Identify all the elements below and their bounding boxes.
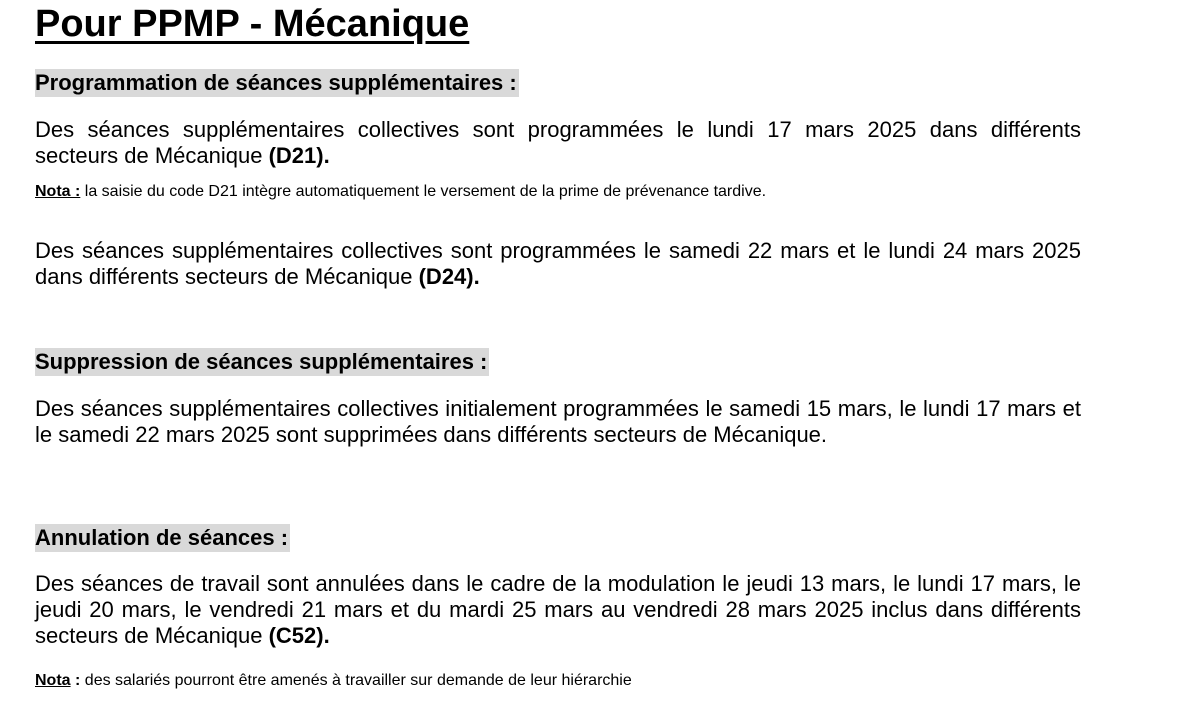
paragraph-programmation-d21 [35, 117, 1081, 169]
nota-label: Nota [35, 672, 71, 689]
nota-label: Nota : [35, 183, 81, 200]
nota-text: la saisie du code D21 intègre automatiquement le versement de la prime de prévenance tardive. [80, 183, 767, 200]
paragraph-text: Des séances de travail sont annulées dans le cadre de la modulation le jeudi 13 mars, le lundi 17 mars, le jeudi 20 mars, le vendredi 21 mars et du mardi 25 mars au vendredi 28 mars 2025 inclus dans différents secteurs de Mécanique [35, 571, 1081, 648]
code-c52: (C52). [268, 623, 330, 648]
nota-colon: : [70, 672, 81, 689]
code-d21: (D21). [268, 143, 330, 168]
document-title: Pour PPMP - Mécanique [35, 3, 470, 45]
heading-suppression: Suppression de séances supplémentaires : [35, 349, 488, 374]
code-d24: (D24). [418, 264, 480, 289]
paragraph-text: Des séances supplémentaires collectives sont programmées le lundi 17 mars 2025 dans différents secteurs de Mécanique [35, 117, 1081, 168]
paragraph-suppression: Des séances supplémentaires collectives initialement programmées le samedi 15 mars, le lundi 17 mars et le samedi 22 mars 2025 sont supprimées dans différents secteurs de Mécanique. [35, 396, 1081, 447]
nota-d21 [35, 182, 766, 202]
nota-text: des salariés pourront être amenés à travailler sur demande de leur hiérarchie [80, 672, 632, 689]
heading-annulation: Annulation de séances : [35, 525, 289, 550]
heading-programmation: Programmation de séances supplémentaires : [35, 70, 517, 95]
nota-annulation [35, 671, 632, 691]
paragraph-text: Des séances supplémentaires collectives sont programmées le samedi 22 mars et le lundi 24 mars 2025 dans différents secteurs de Mécanique [35, 238, 1081, 289]
paragraph-programmation-d24 [35, 238, 1081, 290]
paragraph-annulation-c52 [35, 571, 1081, 649]
